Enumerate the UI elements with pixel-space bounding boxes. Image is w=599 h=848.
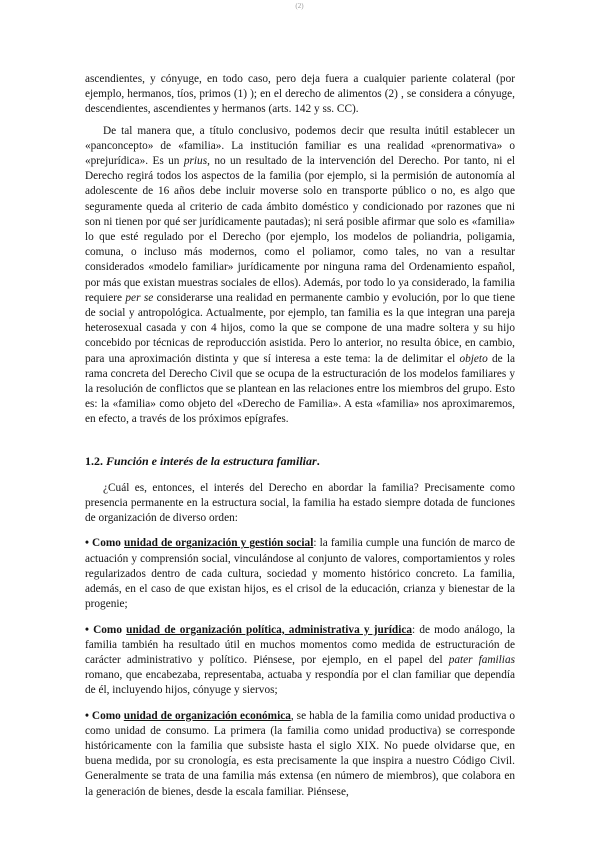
paragraph-2-part-c: considerarse una realidad en permanente cambio y evolución, por lo que tiene de social y antropológica. Actualmente, por ejemplo, tan familia es la que integran una pareja heterosexual casada y con 4 hijos, como la que se compone de una madre soltera y su hijo concebido por técnicas de reproducción asistida. Pero lo anterior, no resulta óbice, en cambio, para una aproximación distinta y que sí interesa a este tema: la de delimitar el [85, 291, 515, 365]
bullet-economic [85, 709, 515, 800]
paragraph-2-part-d: de la rama concreta del Derecho Civil que se ocupa de la estructuración de los modelos familiares y la resolución de conflictos que se plantean en las relaciones entre los miembros del grupo. Esto es: la «familia» como objeto del «Derecho de Familia». A esta «familia» nos aproximaremos, en efecto, a través de los próximos epígrafes. [85, 352, 515, 426]
bullet-social [85, 536, 515, 612]
bullet-political-text: : de modo análogo, la familia también ha resultado útil en muchos momentos como medida de estructuración de carácter administrativo y político. Piénsese, por ejemplo, en el papel del [85, 623, 515, 666]
document-body [85, 72, 515, 800]
bullet-economic-key: unidad de organización económica [123, 709, 291, 722]
per-se-term: per se [125, 291, 154, 304]
pater-familias-term: pater familias [448, 653, 515, 666]
bullet-political [85, 623, 515, 699]
bullet-political-text-2: romano, que encabezaba, representaba, actuaba y respondía por el clan familiar que dependía de él, incluyendo hijos, cónyuge y siervos; [85, 669, 515, 697]
page-header: (2) [295, 2, 304, 10]
section-title: Función e interés de la estructura familiar [106, 453, 317, 468]
bullet-political-key: unidad de organización política, administrativa y jurídica [126, 623, 413, 636]
paragraph-2-part-a: De tal manera que, a título conclusivo, podemos decir que resulta inútil establecer un «panconcepto» de «familia». La institución familiar es una realidad «prenormativa» o «prejurídica». Es un [85, 124, 515, 168]
section-title-dot: . [316, 453, 320, 468]
section-number: 1.2. [85, 453, 103, 468]
bullet-political-lead: • Como [85, 623, 127, 636]
bullet-economic-text: , se habla de la familia como unidad productiva o como unidad de consumo. La primera (la familia como unidad productiva) se corresponde históricamente con la familia que subsiste hasta el siglo XIX. No puede olvidarse que, en buena medida, por su cronología, es esta precisamente la que inspira a nuestro Código Civil. Generalmente se trata de una familia más extensa (en número de miembros), que colabora en la generación de bienes, desde la escala familiar. Piénsese, [85, 709, 515, 798]
bullet-economic-lead: • Como [85, 709, 124, 722]
bullet-social-key: unidad de organización y gestión social [124, 537, 314, 550]
paragraph-1: ascendientes, y cónyuge, en todo caso, pero deja fuera a cualquier pariente colateral (por ejemplo, hermanos, tíos, primos (1) ); en el derecho de alimentos (2) , se considera a cónyuge, descendientes, ascendientes y hermanos (arts. 142 y ss. CC). [85, 73, 515, 116]
paragraph-2 [85, 124, 515, 428]
objeto-term: objeto [459, 352, 488, 365]
bullet-social-lead: • Como [85, 537, 125, 550]
bullet-social-text: : la familia cumple una función de marco de actuación y comprensión social, vinculándose al conjunto de valores, comportamientos y roles regularizados dentro de cada cultura, sociedad y momento histórico concreto. La familia, además, en el caso de que existan hijos, es el crisol de la educación, crianza y bienestar de la progenie; [85, 537, 515, 611]
section-heading [85, 454, 515, 469]
paragraph-3: ¿Cuál es, entonces, el interés del Derecho en abordar la familia? Precisamente como presencia permanente en la estructura social, la familia ha estado siempre dotada de funciones de organización de diverso orden: [85, 481, 515, 525]
paragraph-2-part-b: , no un resultado de la intervención del Derecho. Por tanto, ni el Derecho regirá todos los aspectos de la familia (por ejemplo, si la permisión de autonomía al adolescente de 16 años debe incluir moverse solo en transporte público o no, es algo que seguramente queda al criterio de cada ámbito doméstico y condicionado por razones que ni son ni tienen por qué ser jurídicamente pautadas); ni será posible afirmar que solo es «familia» lo que esté regulado por el Derecho (por ejemplo, los modelos de poliandria, poligamia, comuna, o incluso más modernos, como el poliamor, como tales, no van a resultar considerados «modelo familiar» jurídicamente por ninguna rama del Ordenamiento español, por más que existan muestras sociales de ellos). Además, por todo lo ya considerado, la familia requiere [85, 155, 515, 304]
prius-term: prius [183, 155, 208, 168]
